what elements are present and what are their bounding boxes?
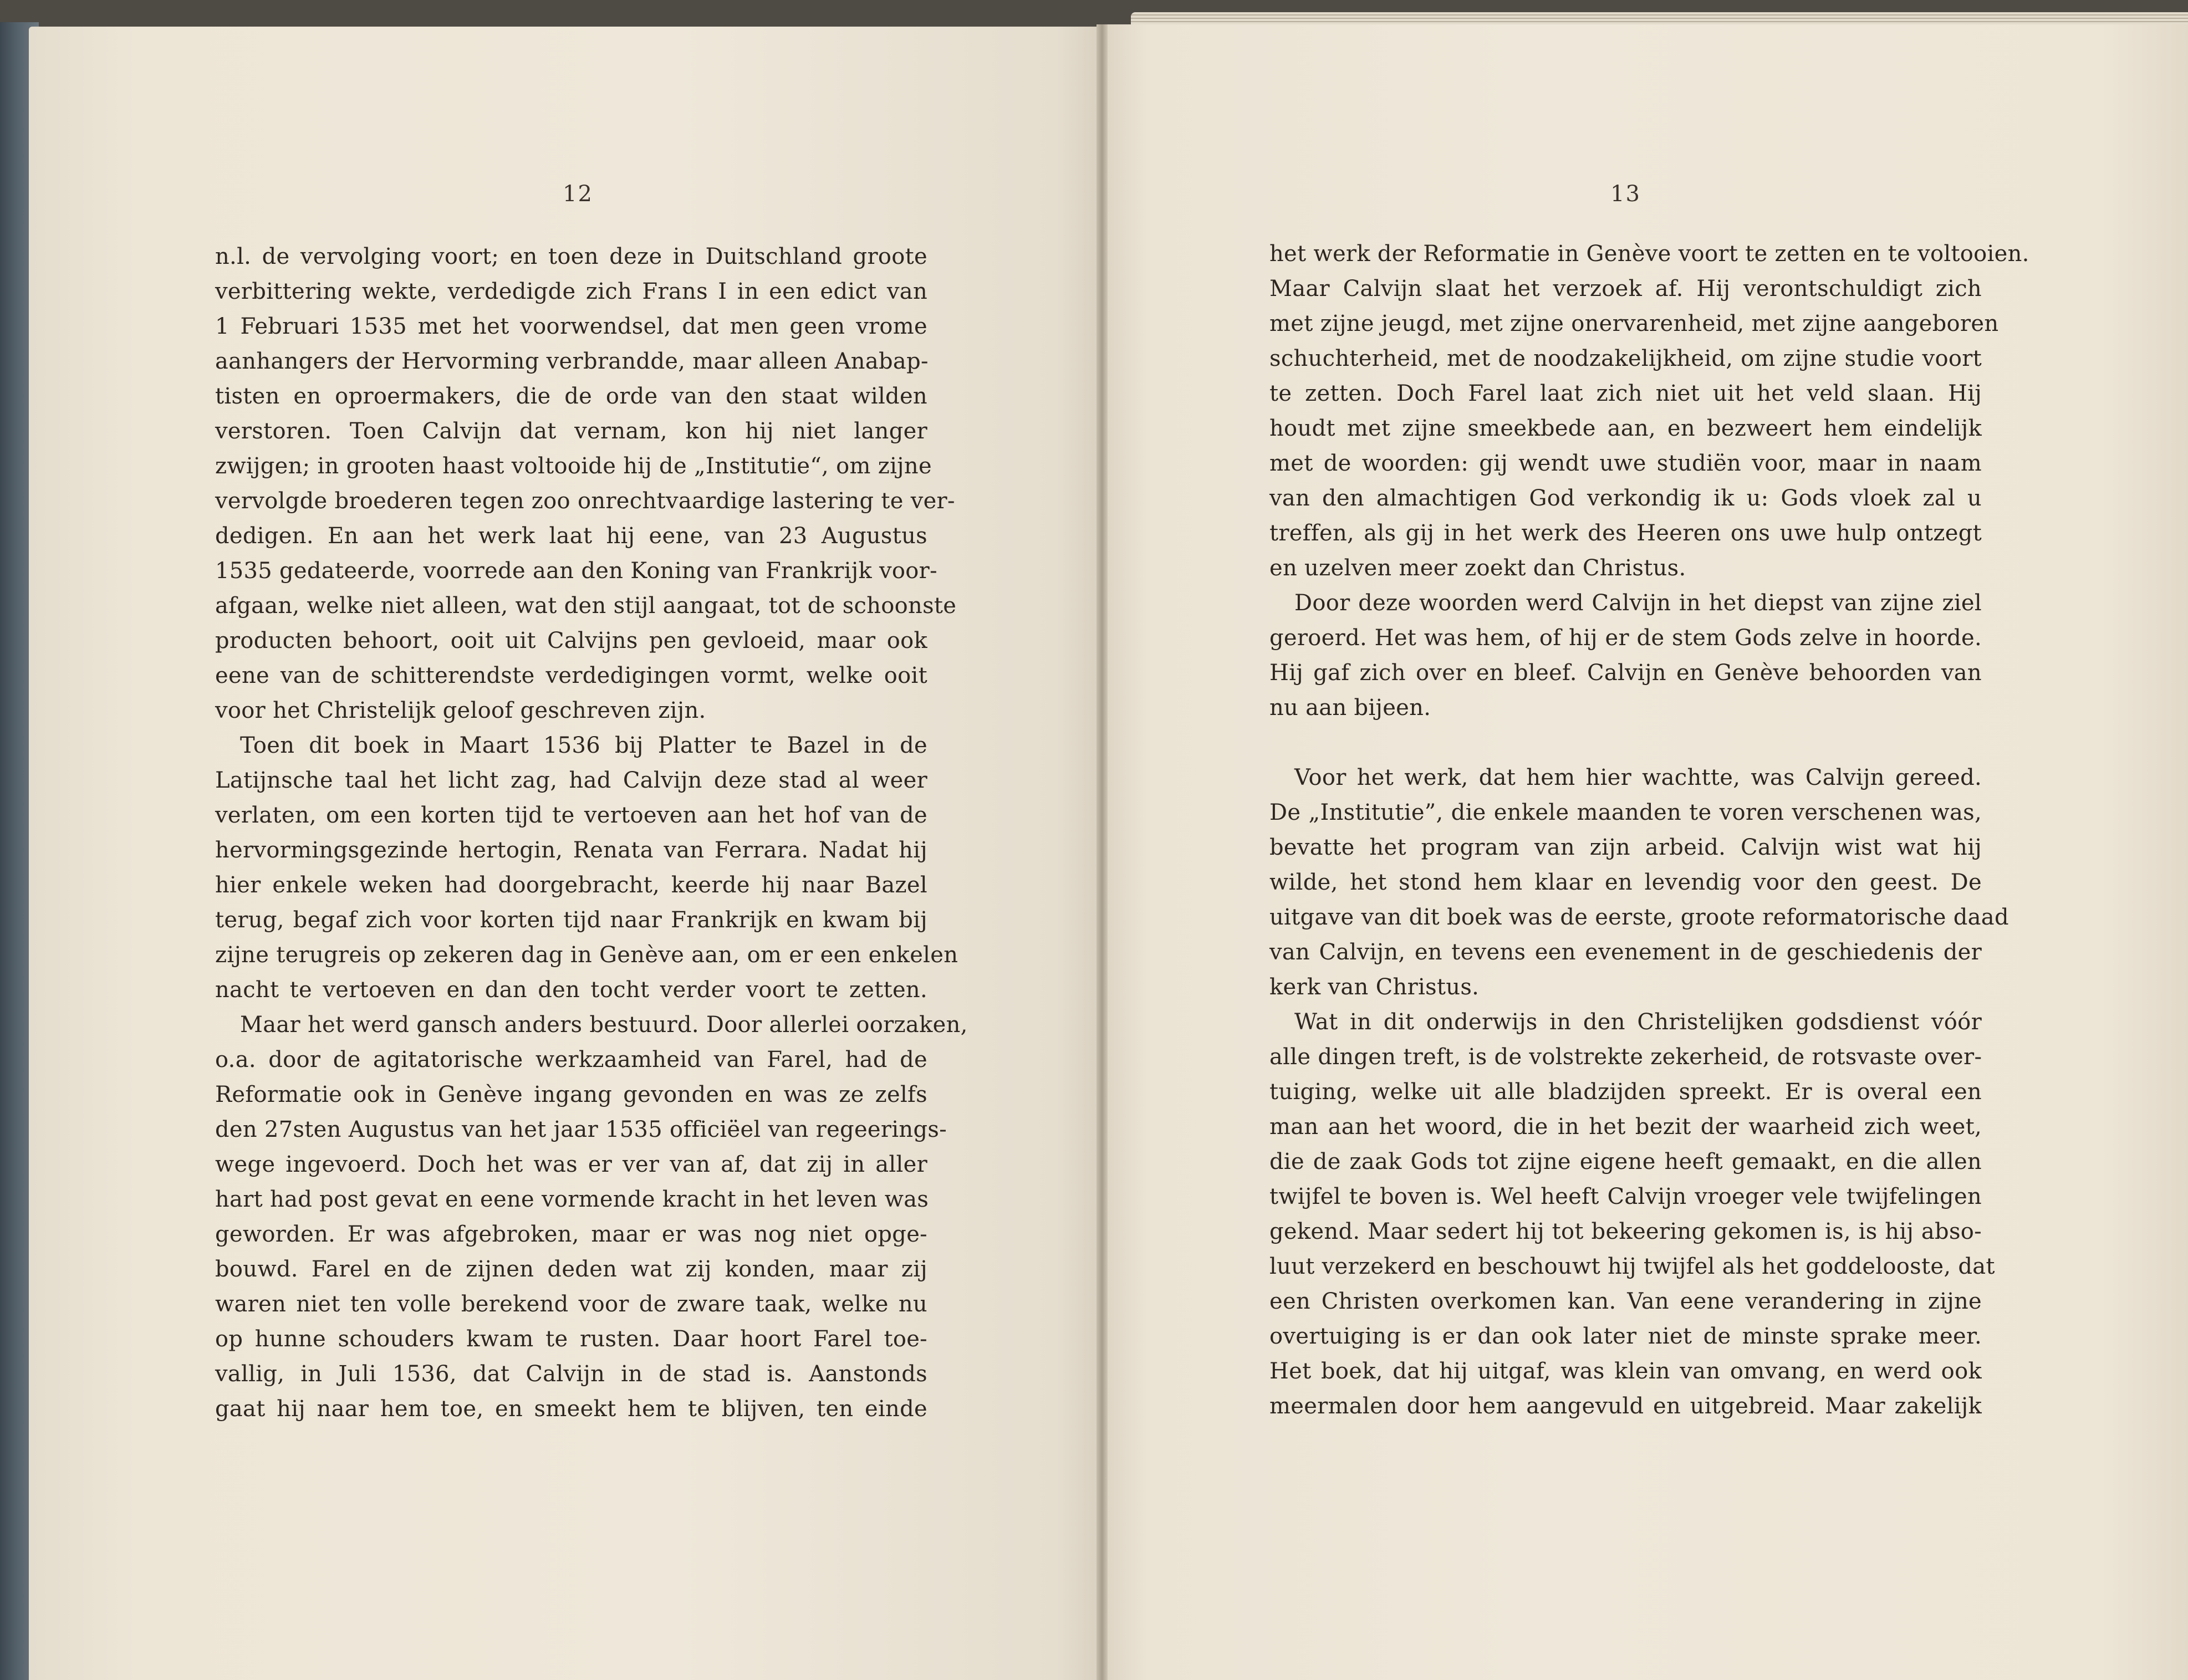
text-line: op hunne schouders kwam te rusten. Daar hoort Farel toe- xyxy=(215,1326,927,1352)
text-line: producten behoort, ooit uit Calvijns pen gevloeid, maar ook xyxy=(215,628,927,653)
text-line: man aan het woord, die in het bezit der waarheid zich weet, xyxy=(1269,1114,1982,1140)
text-line: Maar het werd gansch anders bestuurd. Door allerlei oorzaken, xyxy=(240,1012,968,1038)
text-line: vervolgde broederen tegen zoo onrechtvaardige lastering te ver- xyxy=(215,488,955,514)
text-line: geworden. Er was afgebroken, maar er was nog niet opge- xyxy=(215,1222,927,1247)
text-line: van den almachtigen God verkondig ik u: Gods vloek zal u xyxy=(1269,486,1982,511)
text-line: te zetten. Doch Farel laat zich niet uit het veld slaan. Hij xyxy=(1269,381,1982,406)
page-number-right: 13 xyxy=(1610,181,1641,207)
text-line: dedigen. En aan het werk laat hij eene, van 23 Augustus xyxy=(215,523,927,549)
text-line: twijfel te boven is. Wel heeft Calvijn vroeger vele twijfelingen xyxy=(1269,1184,1982,1209)
text-line: Maar Calvijn slaat het verzoek af. Hij verontschuldigt zich xyxy=(1269,276,1982,302)
text-line: verbittering wekte, verdedigde zich Frans I in een edict van xyxy=(215,279,927,304)
book-gutter xyxy=(1096,24,1108,1680)
text-line: Reformatie ook in Genève ingang gevonden en was ze zelfs xyxy=(215,1082,927,1107)
text-line: met zijne jeugd, met zijne onervarenheid, met zijne aangeboren xyxy=(1269,311,1999,336)
text-line: met de woorden: gij wendt uwe studiën voor, maar in naam xyxy=(1269,451,1982,476)
text-line: die de zaak Gods tot zijne eigene heeft gemaakt, en die allen xyxy=(1269,1149,1982,1175)
text-line: bouwd. Farel en de zijnen deden wat zij konden, maar zij xyxy=(215,1257,927,1282)
text-line: zwijgen; in grooten haast voltooide hij de „Institutie“, om zijne xyxy=(215,453,932,479)
text-line: 1535 gedateerde, voorrede aan den Koning van Frankrijk voor- xyxy=(215,558,937,584)
text-line: terug, begaf zich voor korten tijd naar Frankrijk en kwam bij xyxy=(215,907,927,933)
text-line: tuiging, welke uit alle bladzijden spreekt. Er is overal een xyxy=(1269,1079,1982,1105)
text-line: en uzelven meer zoekt dan Christus. xyxy=(1269,555,1686,581)
text-line: gaat hij naar hem toe, en smeekt hem te blijven, ten einde xyxy=(215,1396,927,1422)
left-page-text xyxy=(215,239,968,1427)
text-line: treffen, als gij in het werk des Heeren ons uwe hulp ontzegt xyxy=(1269,520,1982,546)
text-line: verstoren. Toen Calvijn dat vernam, kon hij niet langer xyxy=(215,418,927,444)
text-line: Het boek, dat hij uitgaf, was klein van omvang, en werd ook xyxy=(1269,1359,1982,1384)
text-line: hervormingsgezinde hertogin, Renata van Ferrara. Nadat hij xyxy=(215,838,927,863)
text-line: n.l. de vervolging voort; en toen deze in Duitschland groote xyxy=(215,244,927,269)
text-line: Latijnsche taal het licht zag, had Calvijn deze stad al weer xyxy=(215,768,927,793)
text-line: wilde, het stond hem klaar en levendig voor den geest. De xyxy=(1269,870,1982,895)
text-line: Door deze woorden werd Calvijn in het diepst van zijne ziel xyxy=(1294,590,1982,616)
page-number-left: 12 xyxy=(563,181,593,207)
text-line: hart had post gevat en eene vormende kracht in het leven was xyxy=(215,1187,929,1212)
text-line: luut verzekerd en beschouwt hij twijfel als het goddelooste, dat xyxy=(1269,1254,1995,1279)
text-line: meermalen door hem aangevuld en uitgebreid. Maar zakelijk xyxy=(1269,1393,1982,1419)
text-line: hier enkele weken had doorgebracht, keerde hij naar Bazel xyxy=(215,872,927,898)
text-line: verlaten, om een korten tijd te vertoeven aan het hof van de xyxy=(215,803,927,828)
text-line: overtuiging is er dan ook later niet de minste sprake meer. xyxy=(1269,1324,1982,1349)
text-line: van Calvijn, en tevens een evenement in de geschiedenis der xyxy=(1269,939,1982,965)
text-line: zijne terugreis op zekeren dag in Genève aan, om er een enkelen xyxy=(215,942,958,968)
text-line: nacht te vertoeven en dan den tocht verder voort te zetten. xyxy=(215,977,927,1003)
text-line: geroerd. Het was hem, of hij er de stem Gods zelve in hoorde. xyxy=(1269,625,1982,651)
text-line: Hij gaf zich over en bleef. Calvijn en Genève behoorden van xyxy=(1269,660,1982,686)
text-line: houdt met zijne smeekbede aan, en bezweert hem eindelijk xyxy=(1269,416,1982,441)
text-line: nu aan bijeen. xyxy=(1269,695,1431,721)
text-line: aanhangers der Hervorming verbrandde, maar alleen Anabap- xyxy=(215,349,929,374)
text-line: schuchterheid, met de noodzakelijkheid, om zijne studie voort xyxy=(1269,346,1982,371)
text-line: tisten en oproermakers, die de orde van den staat wilden xyxy=(215,384,927,409)
text-line: o.a. door de agitatorische werkzaamheid van Farel, had de xyxy=(215,1047,927,1073)
text-line: een Christen overkomen kan. Van eene verandering in zijne xyxy=(1269,1289,1982,1314)
text-line: Toen dit boek in Maart 1536 bij Platter te Bazel in de xyxy=(240,733,927,758)
text-line: Wat in dit onderwijs in den Christelijken godsdienst vóór xyxy=(1294,1009,1982,1035)
text-line: voor het Christelijk geloof geschreven zijn. xyxy=(215,698,706,723)
text-line: uitgave van dit boek was de eerste, groote reformatorische daad xyxy=(1269,905,2009,930)
text-line: bevatte het program van zijn arbeid. Calvijn wist wat hij xyxy=(1269,835,1982,860)
text-line: den 27sten Augustus van het jaar 1535 officiëel van regeerings- xyxy=(215,1117,947,1142)
text-line: afgaan, welke niet alleen, wat den stijl aangaat, tot de schoonste xyxy=(215,593,957,619)
text-line: eene van de schitterendste verdedigingen vormt, welke ooit xyxy=(215,663,927,688)
text-line: wege ingevoerd. Doch het was er ver van af, dat zij in aller xyxy=(215,1152,927,1177)
text-line: De „Institutie”, die enkele maanden te voren verschenen was, xyxy=(1269,800,1982,825)
text-line: waren niet ten volle berekend voor de zware taak, welke nu xyxy=(215,1291,927,1317)
text-line: gekend. Maar sedert hij tot bekeering gekomen is, is hij abso- xyxy=(1269,1219,1982,1244)
text-line: 1 Februari 1535 met het voorwendsel, dat men geen vrome xyxy=(215,314,927,339)
text-line: vallig, in Juli 1536, dat Calvijn in de stad is. Aanstonds xyxy=(215,1361,927,1387)
text-line: het werk der Reformatie in Genève voort te zetten en te voltooien. xyxy=(1269,241,2029,267)
section-gap xyxy=(1269,726,1982,760)
text-line: alle dingen treft, is de volstrekte zekerheid, de rotsvaste over- xyxy=(1269,1044,1982,1070)
text-line: Voor het werk, dat hem hier wachtte, was Calvijn gereed. xyxy=(1294,765,1982,790)
right-page-text xyxy=(1269,237,2029,1424)
text-line: kerk van Christus. xyxy=(1269,974,1480,1000)
